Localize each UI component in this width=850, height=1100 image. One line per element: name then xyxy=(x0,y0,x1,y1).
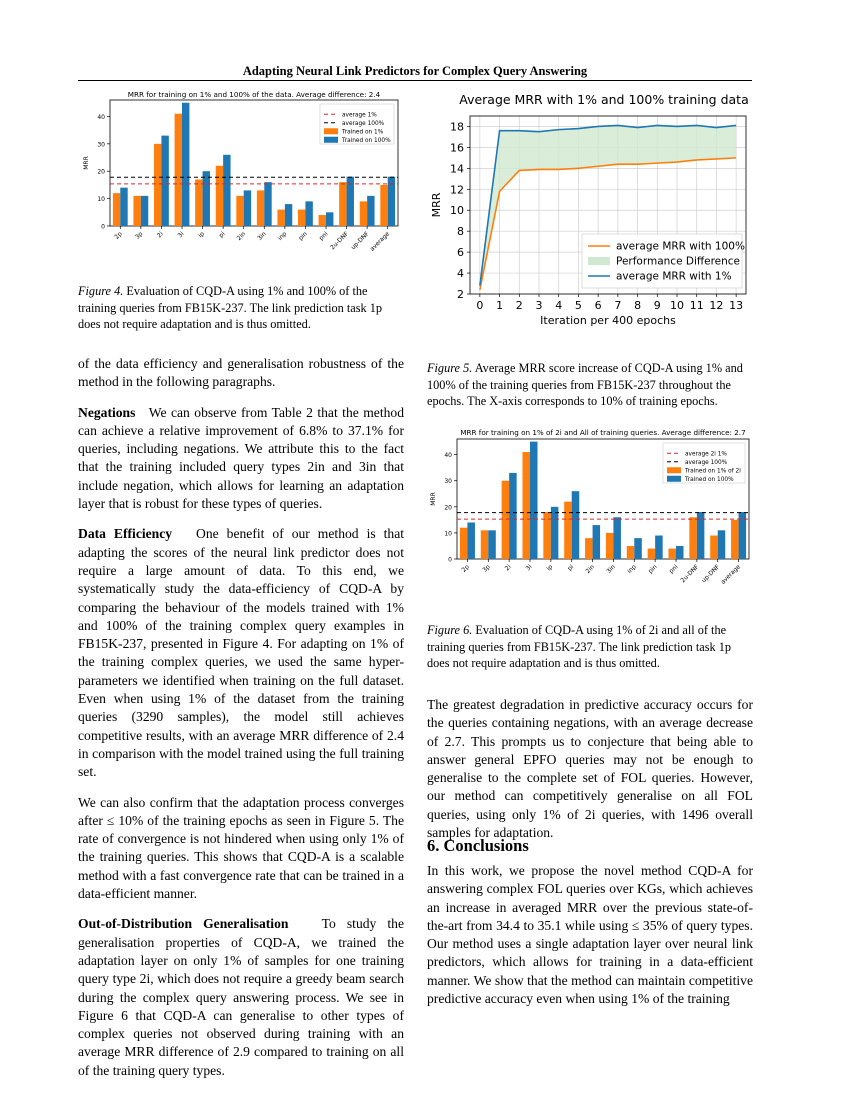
y-tick-label: 6 xyxy=(457,246,464,260)
x-tick-label: 7 xyxy=(614,299,622,312)
conclusions-paragraph: In this work, we propose the novel method CQD-A for answering complex FOL queries over KGs, which achieves an increase in averaged MRR over the previous state-of-the-art from 34.4 to 35.1 while using ≤ 35% of query types. Our method uses a single adaptation layer over neural link predictors, which allows for training in a data-efficient manner. We show that the method can maintain competitive predictive accuracy even when using 1% of the training xyxy=(427,863,753,1007)
x-tick-label: pin xyxy=(647,563,659,575)
x-tick-label: 3i xyxy=(524,563,534,573)
y-tick-label: 14 xyxy=(450,162,464,176)
bar xyxy=(257,190,264,226)
x-tick-label: 12 xyxy=(709,299,724,312)
bar xyxy=(120,188,127,226)
bar xyxy=(689,517,697,559)
left-column xyxy=(78,355,404,1092)
legend-swatch xyxy=(667,476,681,482)
y-tick-label: 30 xyxy=(97,141,105,149)
y-tick-label: 8 xyxy=(457,225,464,239)
y-tick-label: 0 xyxy=(448,556,452,564)
legend-label: Trained on 1% xyxy=(342,129,384,136)
ood-heading: Out-of-Distribution Generalisation xyxy=(78,916,289,932)
y-tick-label: 10 xyxy=(97,196,105,204)
figure-6-bar-chart xyxy=(425,425,755,615)
legend-label: average MRR with 100% xyxy=(616,240,745,253)
x-tick-label: 2in xyxy=(235,230,248,242)
bar xyxy=(593,525,601,559)
figure-5-caption-text: Average MRR score increase of CQD-A using 1% and 100% of the training queries from FB15K-237 throughout the epochs. The X-axis corresponds to 10% of training epochs. xyxy=(427,361,743,408)
x-tick-label: 4 xyxy=(555,299,563,312)
chart-title: Average MRR with 1% and 100% training data xyxy=(459,92,749,107)
x-tick-label: 1 xyxy=(496,299,504,312)
x-tick-label: 3in xyxy=(605,563,617,575)
figure-4-caption xyxy=(78,283,404,333)
chart-title: MRR for training on 1% and 100% of the data. Average difference: 2.4 xyxy=(127,90,381,99)
x-tick-label: 3p xyxy=(481,563,492,574)
x-tick-label: pi xyxy=(217,230,227,240)
negations-paragraph xyxy=(78,404,404,514)
y-tick-label: 30 xyxy=(444,478,452,486)
negations-text: We can observe from Table 2 that the method can achieve a relative improvement of 6.8% to 37.1% for queries, including negations. We attribute this to the fact that the training included query types 2in and 3in that include negation, which allows for learning an adaptation layer that is robust for these types of queries. xyxy=(78,404,405,512)
bar xyxy=(367,196,374,226)
bar xyxy=(613,517,621,559)
legend-label: average 100% xyxy=(685,459,728,466)
x-tick-label: 5 xyxy=(574,299,582,312)
legend-label: Trained on 1% of 2i xyxy=(685,468,741,475)
bar xyxy=(360,201,367,226)
y-tick-label: 18 xyxy=(450,120,464,134)
legend-label: Trained on 100% xyxy=(342,137,391,144)
x-tick-label: 10 xyxy=(670,299,684,312)
legend-label: Performance Difference xyxy=(616,255,741,268)
x-tick-label: 13 xyxy=(729,299,744,312)
bar xyxy=(522,452,530,559)
legend-label: Trained on 100% xyxy=(685,476,734,483)
x-tick-label: average xyxy=(719,563,742,586)
legend-label: average 1% xyxy=(342,112,377,119)
bar xyxy=(236,196,243,226)
y-tick-label: 40 xyxy=(97,113,105,121)
x-tick-label: 3 xyxy=(535,299,543,312)
x-tick-label: 2 xyxy=(515,299,523,312)
x-tick-label: 2i xyxy=(156,230,165,240)
bar xyxy=(731,520,739,559)
bar xyxy=(606,533,614,559)
bar xyxy=(676,546,684,559)
bar xyxy=(488,530,496,559)
bar xyxy=(326,212,333,226)
convergence-paragraph: We can also confirm that the adaptation process converges after ≤ 10% of the training epochs as seen in Figure 5. The rate of convergence is not hindered when using only 1% of the training queries. This shows that CQD-A is a scalable method with a fast convergence rate that can be trained in a data-efficient manner. xyxy=(78,794,404,902)
chart-title: MRR for training on 1% of 2i and All of training queries. Average difference: 2.7 xyxy=(460,428,746,437)
bar xyxy=(380,185,387,226)
y-tick-label: 16 xyxy=(450,141,464,155)
x-tick-label: 3p xyxy=(133,230,145,241)
x-tick-label: inp xyxy=(276,230,289,242)
x-tick-label: 3in xyxy=(256,230,268,242)
x-tick-label: 2i xyxy=(503,563,513,573)
right-column-degradation xyxy=(427,696,753,854)
bar xyxy=(655,536,663,559)
y-tick-label: 0 xyxy=(101,223,105,231)
bar xyxy=(244,190,251,226)
legend-label: average MRR with 1% xyxy=(616,270,732,283)
x-tick-label: ip xyxy=(197,230,206,240)
x-tick-label: average xyxy=(368,230,392,253)
bar xyxy=(564,502,572,559)
legend-swatch xyxy=(324,128,338,134)
bar xyxy=(634,538,642,559)
figure-5-line-chart xyxy=(425,88,755,338)
bar xyxy=(339,182,346,226)
x-tick-label: 11 xyxy=(689,299,704,312)
y-axis-label: MRR xyxy=(430,492,437,506)
bar xyxy=(298,210,305,226)
bar xyxy=(481,530,489,559)
bar xyxy=(551,507,559,559)
bar xyxy=(264,182,271,226)
data-efficiency-text: One benefit of our method is that adapting the scores of the neural link predictor does not require a large amount of data. To this end, we systematically study the data-efficiency of CQD-A by comparing the behaviour of the models trained with 1% and 100% of the training complex query examples in FB15K-237, presented in Figure 4. For adapting on 1% of the training complex queries, we used the same hyper-parameters we identified when training on the full dataset. Even when using 1% of the dataset from the training queries (3290 samples), the model still achieves competitive results, with an average MRR difference of 2.4 in comparison with the model trained using the full training set. xyxy=(78,526,405,780)
x-tick-label: pi xyxy=(566,563,576,573)
figure-4-caption-label: Figure 4. xyxy=(78,284,124,298)
bar xyxy=(467,522,475,559)
bar xyxy=(509,473,517,559)
figure-6-caption xyxy=(427,622,753,672)
x-tick-label: 6 xyxy=(594,299,602,312)
x-tick-label: up-DNF xyxy=(700,563,722,585)
bar xyxy=(285,204,292,226)
bar xyxy=(161,136,168,226)
x-tick-label: 8 xyxy=(634,299,642,312)
bar xyxy=(277,210,284,226)
y-tick-label: 2 xyxy=(457,288,464,301)
running-header: Adapting Neural Link Predictors for Complex Query Answering xyxy=(242,64,588,78)
y-tick-label: 12 xyxy=(450,183,464,197)
y-tick-label: 10 xyxy=(450,204,464,218)
x-tick-label: pni xyxy=(317,230,330,242)
legend-swatch xyxy=(667,467,681,473)
legend-swatch xyxy=(324,137,338,143)
figure-6-caption-text: Evaluation of CQD-A using 1% of 2i and all of the training queries from FB15K-237. The link prediction task 1p does not require adaptation and is thus omitted. xyxy=(427,623,732,670)
bar xyxy=(627,546,635,559)
x-tick-label: 0 xyxy=(476,299,484,312)
bar xyxy=(648,549,656,559)
bar xyxy=(530,442,538,559)
data-efficiency-heading: Data Efficiency xyxy=(78,526,173,542)
y-axis-label: MRR xyxy=(430,192,443,218)
bar xyxy=(113,193,120,226)
intro-paragraph: of the data efficiency and generalisation robustness of the method in the following paragraphs. xyxy=(78,356,404,390)
conclusions-heading: 6. Conclusions xyxy=(427,836,529,855)
figure-4-caption-text: Evaluation of CQD-A using 1% and 100% of the training queries from FB15K-237. The link prediction task 1p does not require adaptation and is thus omitted. xyxy=(78,284,383,331)
y-tick-label: 4 xyxy=(457,267,464,281)
header-rule xyxy=(78,80,752,81)
right-column-conclusions xyxy=(427,862,753,1020)
x-tick-label: inp xyxy=(626,563,638,575)
y-tick-label: 20 xyxy=(97,168,105,176)
bar xyxy=(718,530,726,559)
negations-heading: Negations xyxy=(78,404,136,420)
bar xyxy=(585,538,593,559)
x-tick-label: 2p xyxy=(460,563,471,574)
bar xyxy=(460,528,468,559)
y-tick-label: 10 xyxy=(444,530,452,538)
bar xyxy=(572,491,580,559)
figure-4-bar-chart xyxy=(78,88,403,280)
bar xyxy=(175,114,182,226)
bar xyxy=(195,179,202,226)
bar xyxy=(216,166,223,226)
bar xyxy=(305,201,312,226)
x-tick-label: ip xyxy=(545,563,555,573)
bar xyxy=(133,196,140,226)
x-tick-label: up-DNF xyxy=(349,230,371,252)
x-tick-label: pin xyxy=(297,230,309,242)
y-tick-label: 20 xyxy=(444,504,452,512)
data-efficiency-paragraph xyxy=(78,525,404,781)
degradation-paragraph: The greatest degradation in predictive accuracy occurs for the queries containing negations, with an average decrease of 2.7. This prompts us to conjecture that being able to answer general EPFO queries may not be enough to generalise to the complete set of FOL queries. However, our method can competitively generalise on all FOL queries, using only 1% of 2i queries, with 1496 overall samples for adaptation. xyxy=(427,697,753,841)
bar xyxy=(668,549,676,559)
bar xyxy=(154,144,161,226)
bar xyxy=(223,155,230,226)
ood-text: To study the generalisation properties of CQD-A, we trained the adaptation layer on only 1% of samples for one training query type 2i, which does not require a greedy beam search during the complex query answering process. We see in Figure 6 that CQD-A can generalise to other types of complex queries not observed during training with an average MRR difference of 2.9 compared to training on all of the training query types. xyxy=(78,916,405,1078)
x-tick-label: 2in xyxy=(584,563,596,575)
figure-5-caption xyxy=(427,360,753,410)
figure-5-caption-label: Figure 5. xyxy=(427,361,473,375)
bar xyxy=(710,536,718,559)
x-tick-label: 2u-DNF xyxy=(679,563,701,585)
x-tick-label: 2u-DNF xyxy=(329,230,350,252)
bar xyxy=(182,103,189,226)
figure-6-caption-label: Figure 6. xyxy=(427,623,473,637)
bar xyxy=(319,215,326,226)
bar xyxy=(203,171,210,226)
y-axis-label: MRR xyxy=(83,156,90,170)
x-tick-label: 9 xyxy=(653,299,661,312)
bar xyxy=(141,196,148,226)
legend-label: average 100% xyxy=(342,120,385,127)
y-tick-label: 40 xyxy=(444,452,452,460)
ood-paragraph xyxy=(78,915,404,1080)
x-tick-label: 2p xyxy=(113,230,124,241)
legend-swatch xyxy=(588,257,610,265)
x-tick-label: 3i xyxy=(176,230,186,240)
x-tick-label: pni xyxy=(667,563,680,575)
bar xyxy=(502,481,510,559)
x-axis-label: Iteration per 400 epochs xyxy=(540,314,676,327)
legend-label: average 2i 1% xyxy=(685,451,727,458)
